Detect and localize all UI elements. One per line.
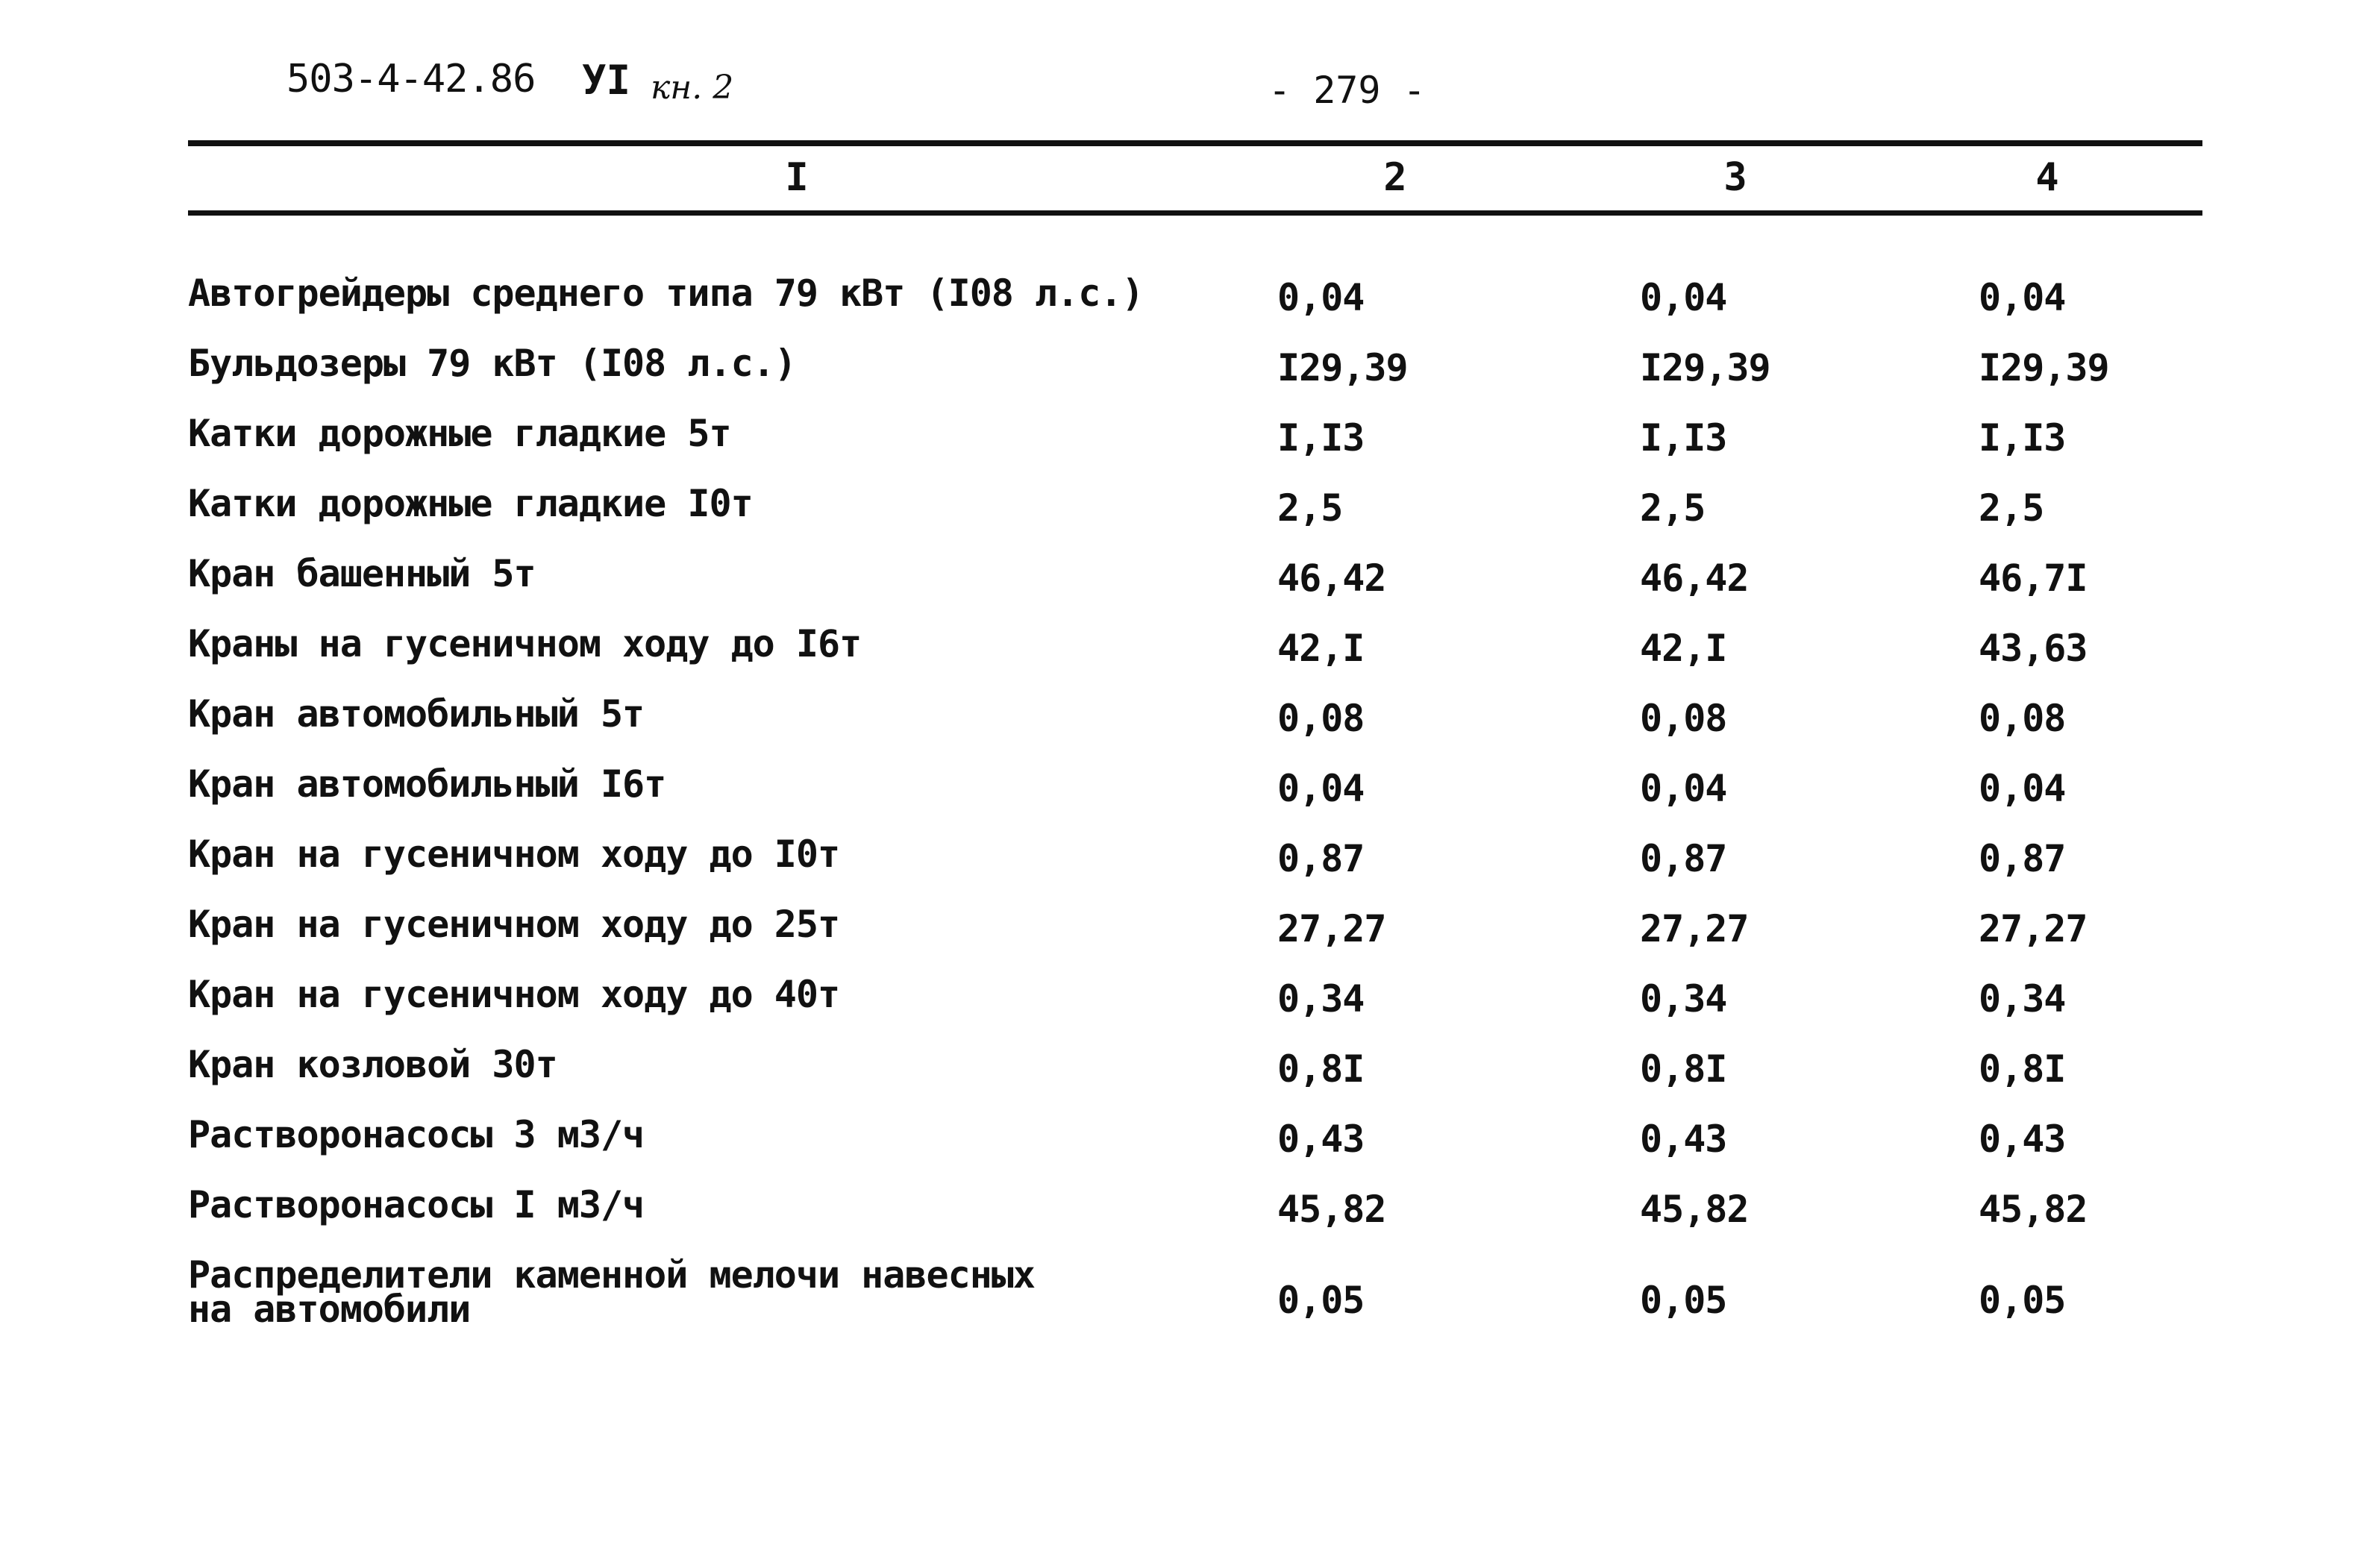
value-col-2: 0,8I — [1277, 1047, 1365, 1091]
value-col-2: 0,04 — [1277, 767, 1365, 810]
table-row — [188, 1180, 2202, 1250]
value-col-4: 46,7I — [1979, 557, 2088, 600]
table-row — [188, 339, 2202, 409]
value-col-4: 0,43 — [1979, 1118, 2066, 1161]
column-header-1: I — [785, 155, 809, 200]
table-top-rule — [188, 140, 2202, 146]
value-col-3: 45,82 — [1640, 1188, 1749, 1231]
value-col-4: I29,39 — [1979, 346, 2109, 389]
header-bottom-rule — [188, 210, 2202, 216]
value-col-3: 0,05 — [1640, 1279, 1727, 1322]
equipment-name: Бульдозеры 79 кВт (I08 л.с.) — [188, 342, 796, 385]
value-col-4: 45,82 — [1979, 1188, 2088, 1231]
value-col-4: 0,34 — [1979, 977, 2066, 1021]
table-row — [188, 269, 2202, 339]
value-col-2: 0,34 — [1277, 977, 1365, 1021]
column-header-3: 3 — [1723, 155, 1747, 200]
table-row — [188, 759, 2202, 830]
value-col-3: I29,39 — [1640, 346, 1770, 389]
equipment-name: Кран башенный 5т — [188, 552, 536, 595]
equipment-name: Катки дорожные гладкие I0т — [188, 482, 753, 525]
value-col-4: 0,8I — [1979, 1047, 2066, 1091]
value-col-2: 27,27 — [1277, 907, 1386, 950]
value-col-3: 0,43 — [1640, 1118, 1727, 1161]
value-col-4: I,I3 — [1979, 416, 2066, 460]
table-row — [188, 1110, 2202, 1180]
value-col-3: I,I3 — [1640, 416, 1727, 460]
value-col-3: 0,04 — [1640, 276, 1727, 319]
table-row — [188, 900, 2202, 970]
value-col-3: 0,87 — [1640, 837, 1727, 880]
value-col-3: 2,5 — [1640, 486, 1706, 530]
table-row — [188, 549, 2202, 619]
equipment-name: Автогрейдеры среднего типа 79 кВт (I08 л.с.) — [188, 272, 1144, 315]
value-col-4: 0,05 — [1979, 1279, 2066, 1322]
value-col-2: 0,04 — [1277, 276, 1365, 319]
table-row — [188, 970, 2202, 1040]
table-row — [188, 479, 2202, 549]
equipment-name: Катки дорожные гладкие 5т — [188, 412, 731, 455]
value-col-2: 42,I — [1277, 627, 1365, 670]
equipment-name: Кран на гусеничном ходу до 40т — [188, 973, 840, 1016]
equipment-name: Распределители каменной мелочи навесных на автомобили — [188, 1253, 1035, 1331]
value-col-2: 46,42 — [1277, 557, 1386, 600]
value-col-4: 43,63 — [1979, 627, 2088, 670]
book-number: кн. 2 — [651, 69, 734, 107]
value-col-2: I,I3 — [1277, 416, 1365, 460]
equipment-name: Кран козловой 30т — [188, 1043, 557, 1086]
value-col-2: I29,39 — [1277, 346, 1408, 389]
volume-number: УI — [582, 57, 631, 104]
column-header-2: 2 — [1383, 155, 1407, 200]
value-col-4: 0,04 — [1979, 276, 2066, 319]
page-number: - 279 - — [1268, 69, 1426, 112]
value-col-4: 0,08 — [1979, 697, 2066, 740]
value-col-4: 27,27 — [1979, 907, 2088, 950]
document-code: 503-4-42.86 — [286, 57, 536, 101]
value-col-4: 2,5 — [1979, 486, 2044, 530]
value-col-2: 0,08 — [1277, 697, 1365, 740]
table-row — [188, 1250, 2202, 1340]
value-col-2: 0,05 — [1277, 1279, 1365, 1322]
equipment-name: Кран автомобильный I6т — [188, 762, 666, 806]
value-col-3: 46,42 — [1640, 557, 1749, 600]
table-row — [188, 619, 2202, 689]
equipment-name: Растворонасосы 3 м3/ч — [188, 1113, 645, 1156]
value-col-3: 0,08 — [1640, 697, 1727, 740]
value-col-3: 0,8I — [1640, 1047, 1727, 1091]
equipment-name: Кран автомобильный 5т — [188, 692, 645, 736]
table-row — [188, 830, 2202, 900]
value-col-3: 0,04 — [1640, 767, 1727, 810]
table-row — [188, 689, 2202, 759]
table-row — [188, 1040, 2202, 1110]
value-col-3: 27,27 — [1640, 907, 1749, 950]
value-col-3: 42,I — [1640, 627, 1727, 670]
table-row — [188, 409, 2202, 479]
value-col-2: 0,87 — [1277, 837, 1365, 880]
value-col-3: 0,34 — [1640, 977, 1727, 1021]
equipment-table — [188, 269, 2202, 1340]
equipment-name: Краны на гусеничном ходу до I6т — [188, 622, 862, 665]
column-header-4: 4 — [2035, 155, 2059, 200]
equipment-name: Растворонасосы I м3/ч — [188, 1183, 645, 1226]
value-col-4: 0,87 — [1979, 837, 2066, 880]
value-col-2: 2,5 — [1277, 486, 1343, 530]
value-col-2: 45,82 — [1277, 1188, 1386, 1231]
value-col-4: 0,04 — [1979, 767, 2066, 810]
equipment-name: Кран на гусеничном ходу до 25т — [188, 903, 840, 946]
value-col-2: 0,43 — [1277, 1118, 1365, 1161]
equipment-name: Кран на гусеничном ходу до I0т — [188, 833, 840, 876]
